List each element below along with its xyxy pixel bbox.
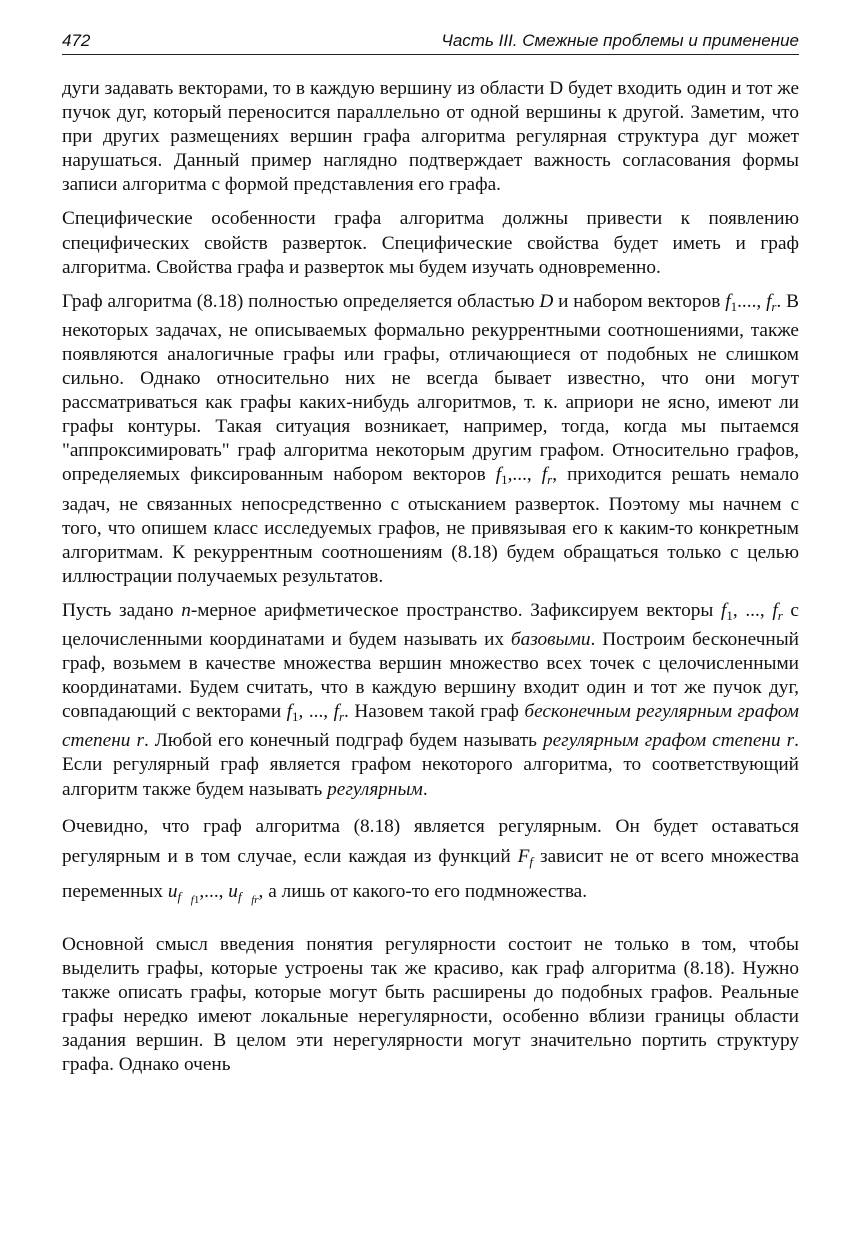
vector-list: $f_1$, ..., $f_r$	[721, 599, 783, 623]
term-infinite-regular-graph: бесконечным регулярным графом степени r	[62, 701, 799, 752]
dimension-symbol: n	[181, 599, 191, 621]
paragraph-5: Очевидно, что граф алгоритма (8.18) является регулярным. Он будет оставаться регулярным и в том случае, если каждая из функций $F_f$ зависит не от всего множества переменных $u_f$ $_{f1}$,..., $u_f$ $_{fr}$, а лишь от какого-то его подмножества.	[62, 815, 800, 906]
paragraph-1: дуги задавать векторами, то в каждую вершину из области D будет входить один и тот же пучок дуг, который переносится параллельно от одной вершины к другой. Заметим, что при других размещениях вершин графа алгоритма регулярная структура дуг может нарушаться. Данный пример наглядно подтверждает важность согласования формы записи алгоритма с формой представления его графа.	[62, 78, 799, 196]
section-title: Часть III. Смежные проблемы и применение	[441, 31, 799, 50]
paragraph-6: Основной смысл введения понятия регулярности состоит не только в том, чтобы выделить графы, которые устроены так же красиво, как граф алгоритма (8.18). Нужно также описать графы, которые могут быть расширены до подобных графов. Реальные графы нередко имеют локальные нерегулярности, особенно вблизи границы области задания вершин. В целом эти нерегулярности могут значительно портить структуру графа. Однако очень	[62, 933, 799, 1076]
variable-list: $u_f$ $_{f1}$,..., $u_f$ $_{fr}$	[167, 880, 259, 906]
body-text	[62, 77, 799, 1087]
term-regular: регулярным	[327, 778, 423, 800]
term-base: базовыми	[510, 628, 591, 650]
vector-list: $f_1$...., $f_r$	[725, 290, 777, 314]
paragraph-2: Специфические особенности графа алгоритма должны привести к появлению специфических свойств разверток. Специфические свойства будет иметь и граф алгоритма. Свойства графа и разверток мы будем изучать одновременно.	[62, 208, 799, 278]
vector-list: $f_1$, ..., $f_r$	[286, 701, 345, 725]
paragraph-3: Граф алгоритма (8.18) полностью определяется областью D и набором векторов $f_1$...., $f_r$. В некоторых задачах, не описываемых формально рекуррентными соотношениями, также появляются аналогичные графы или графы, отличающиеся от подобных не слишком сильно. Однако относительно них не всегда бывает известно, что они могут рассматриваться как графы каких-нибудь алгоритмов, т. к. априори не ясно, имеют ли графы контуры. Такая ситуация возникает, например, тогда, когда мы пытаемся "аппроксимировать" граф алгоритма некоторым другим графом. Относительно графов, определяемых фиксированным набором векторов $f_1$,..., $f_r$, приходится решать немало задач, не связанных непосредственно с отысканием разверток. Поэтому мы начнем с того, что опишем класс исследуемых графов, не привязывая его к каким-то конкретным алгоритмам. К рекуррентным соотношениям (8.18) будем обращаться только с целью иллюстрации получаемых результатов.	[62, 290, 799, 587]
vector-list: $f_1$,..., $f_r$	[495, 464, 553, 488]
function-symbol: $F_f$	[517, 845, 534, 869]
paragraph-4: Пусть задано n-мерное арифметическое пространство. Зафиксируем векторы $f_1$, ..., $f_r$ с целочисленными координатами и будем называть их базовыми. Построим бесконечный граф, возьмем в качестве множества вершин множество всех точек с целочисленными координатами. Будем считать, что в каждую вершину входит один и тот же пучок дуг, совпадающий с векторами $f_1$, ..., $f_r$. Назовем такой граф бесконечным регулярным графом степени r. Любой его конечный подграф будем называть регулярным графом степени r. Если регулярный граф является графом некоторого алгоритма, то соответствующий алгоритм также будем называть регулярным.	[62, 599, 799, 800]
running-header	[62, 30, 799, 55]
domain-symbol: D	[539, 290, 554, 312]
page-number: 472	[62, 31, 91, 50]
term-regular-graph: регулярным графом степени r	[542, 730, 795, 752]
